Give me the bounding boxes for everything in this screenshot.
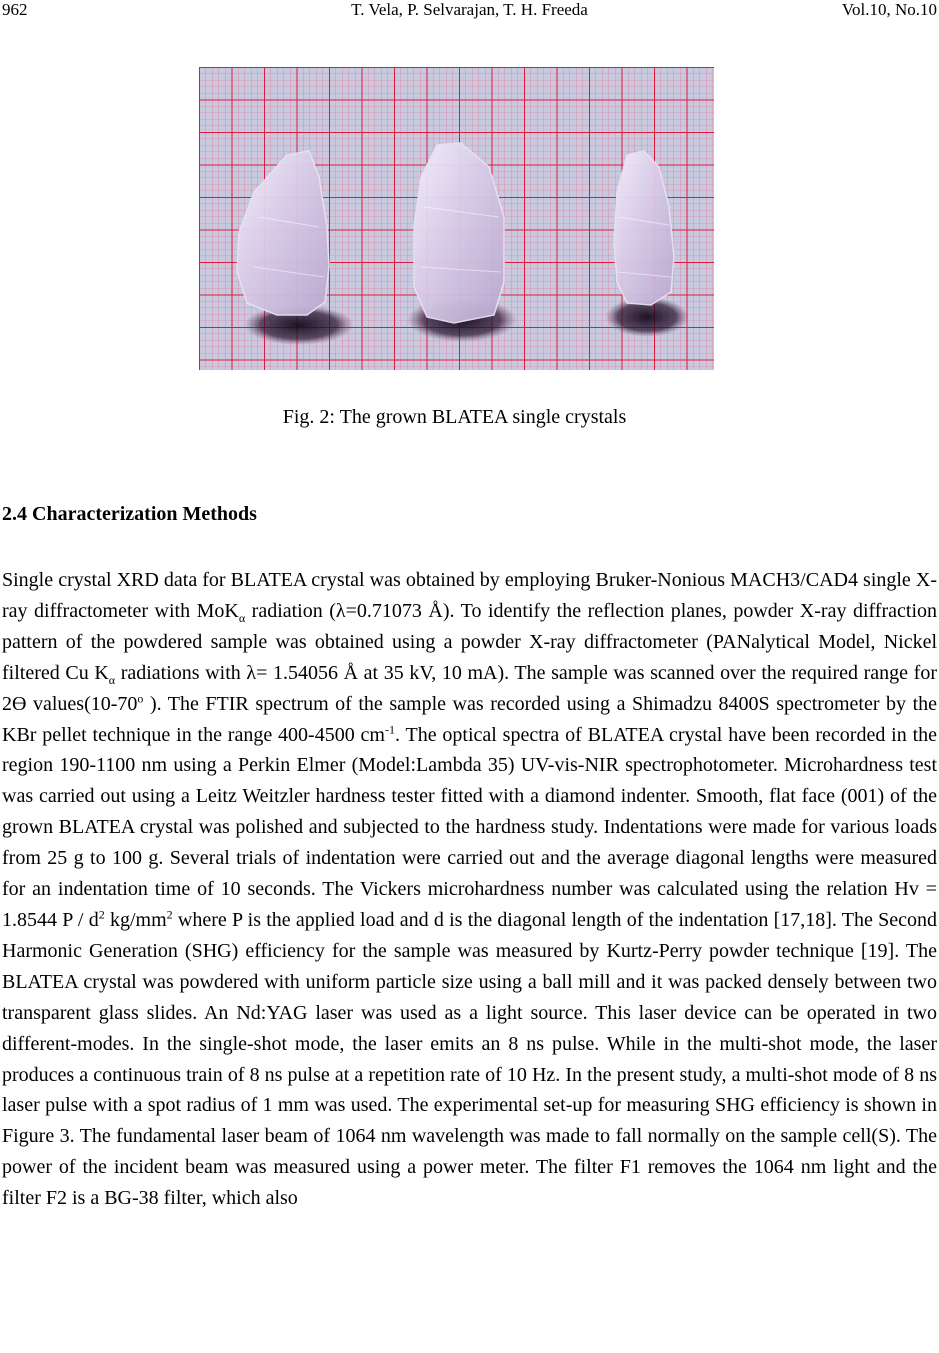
running-authors: T. Vela, P. Selvarajan, T. H. Freeda [351,0,588,19]
subscript-alpha: α [108,672,116,687]
body-paragraph [2,565,937,1214]
superscript-exponent: 2 [98,907,105,922]
page-number: 962 [2,0,28,19]
text-run: Single crystal XRD data for BLATEA crystal was obtained by employing Bruker-Nonious MACH3/CAD4 single X-ray diffractometer with MoK [2,569,937,622]
superscript-degree: o [137,690,144,705]
figure-caption: Fig. 2: The grown BLATEA single crystals [282,406,627,428]
crystal-photo [199,67,714,370]
section-heading: 2.4 Characterization Methods [2,503,257,525]
text-run: . The optical spectra of BLATEA crystal have been recorded in the region 190-1100 nm using a Perkin Elmer (Model:Lambda 35) UV-vis-NIR spectrophotometer. Microhardness test was carried out using a Leitz Weitzler hardness tester fitted with a diamond indenter. Smooth, flat face (001) of the grown BLATEA crystal was polished and subjected to the hardness study. Indentations were made for various loads from 25 g to 100 g. Several trials of indentation were carried out and the average diagonal lengths were measured for an indentation time of 10 seconds. The Vickers microhardness number was calculated using the relation Hv = 1.8544 P / d [2,723,938,931]
volume-info: Vol.10, No.10 [841,0,937,19]
text-run: where P is the applied load and d is the diagonal length of the indentation [17,18]. The Second Harmonic Generation (SHG) efficiency for the sample was measured by Kurtz-Perry powder technique [19]. The BLATEA crystal was powdered with uniform particle size using a ball mill and it was packed densely between two transparent glass slides. An Nd:YAG laser was used as a light source. This laser device can be operated in two different-modes. In the single-shot mode, the laser emits an 8 ns pulse. While in the multi-shot mode, the laser produces a continuous train of 8 ns pulse at a repetition rate of 10 Hz. In the present study, a multi-shot mode of 8 ns laser pulse with a spot radius of 1 mm was used. The experimental set-up for measuring SHG efficiency is shown in Figure 3. The fundamental laser beam of 1064 nm wavelength was made to fall normally on the sample cell(S). The power of the incident beam was measured using a power meter. The filter F1 removes the 1064 nm light and the filter F2 is a BG-38 filter, which also [2,908,938,1210]
superscript-exponent: -1 [385,721,395,736]
crystal-photo-image [199,67,714,370]
text-run: radiations with λ= 1.54056 Å at 35 kV, 10 mA). The sample was scanned over the required range for 2Ɵ values(10-70 [2,661,937,715]
superscript-exponent: 2 [166,907,173,922]
subscript-alpha: α [238,610,246,625]
text-run: ). The FTIR spectrum of the sample was recorded using a Shimadzu 8400S spectrometer by the KBr pellet technique in the range 400-4500 cm [2,692,937,746]
page-header [0,0,939,24]
text-run: kg/mm [104,908,167,931]
text-run: radiation (λ=0.71073 Å). To identify the reflection planes, powder X-ray diffraction pattern of the powdered sample was obtained using a powder X-ray diffractometer (PANalytical Model, Nickel filtered Cu K [2,599,937,684]
